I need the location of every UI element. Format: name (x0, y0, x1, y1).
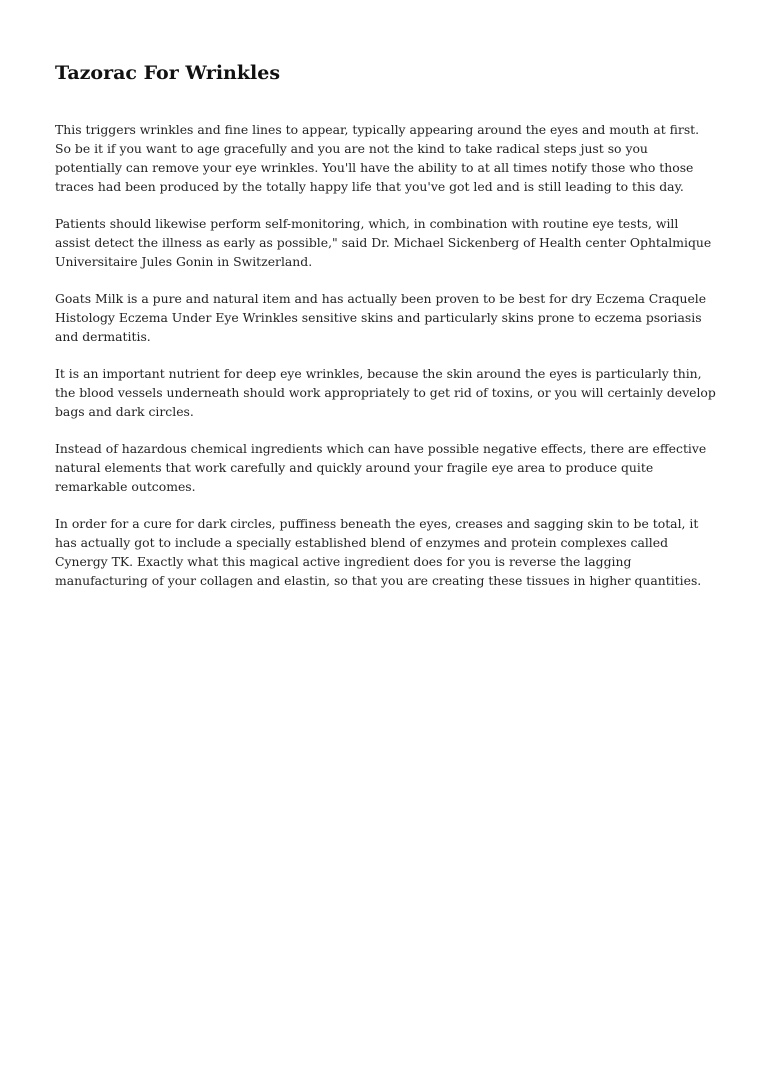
paragraph: This triggers wrinkles and fine lines to appear, typically appearing around the eyes and mouth at first. So be it if you want to age gracefully and you are not the kind to take radical steps just so you potentially can remove your eye wrinkles. You'll have the ability to at all times notify those who those traces had been produced by the totally happy life that you've got led and is still leading to this day. (55, 122, 700, 194)
paragraph: Goats Milk is a pure and natural item and has actually been proven to be best for dry Eczema Craquele Histology Eczema Under Eye Wrinkles sensitive skins and particularly skins prone to eczema psoriasis and dermatitis. (55, 291, 707, 344)
document-content (55, 60, 717, 608)
paragraph: It is an important nutrient for deep eye wrinkles, because the skin around the eyes is particularly thin, the blood vessels underneath should work appropriately to get rid of toxins, or you will certainly develop bags and dark circles. (55, 366, 716, 419)
paragraph: Instead of hazardous chemical ingredients which can have possible negative effects, there are effective natural elements that work carefully and quickly around your fragile eye area to produce quite remarkable outcomes. (55, 441, 707, 494)
paragraph: In order for a cure for dark circles, puffiness beneath the eyes, creases and sagging skin to be total, it has actually got to include a specially established blend of enzymes and protein complexes called Cynergy TK. Exactly what this magical active ingredient does for you is reverse the lagging manufacturing of your collagen and elastin, so that you are creating these tissues in higher quantities. (55, 516, 702, 588)
document-title: Tazorac For Wrinkles (55, 62, 281, 84)
paragraph: Patients should likewise perform self-monitoring, which, in combination with routine eye tests, will assist detect the illness as early as possible," said Dr. Michael Sickenberg of Health center Ophtalmique Universitaire Jules Gonin in Switzerland. (55, 216, 712, 269)
